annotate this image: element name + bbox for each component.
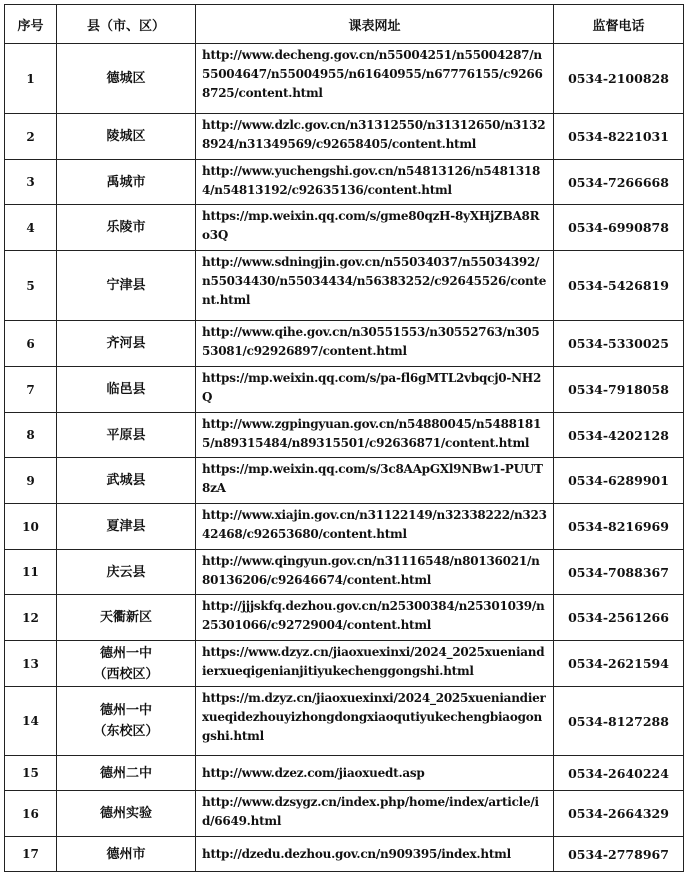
row-url-link[interactable]: http://www.xiajin.gov.cn/n31122149/n32338222/n32342468/c92653680/content.html xyxy=(196,504,554,550)
table-container xyxy=(4,4,684,872)
row-index: 13 xyxy=(5,641,57,687)
table-row xyxy=(5,251,684,321)
row-url-link[interactable]: http://www.decheng.gov.cn/n55004251/n55004287/n55004647/n55004955/n61640955/n67776155/c92668725/content.html xyxy=(196,44,554,114)
row-county: 陵城区 xyxy=(57,114,196,160)
row-phone: 0534-7266668 xyxy=(554,160,684,205)
table-row xyxy=(5,595,684,641)
row-index: 4 xyxy=(5,205,57,251)
row-url-link[interactable]: http://www.zgpingyuan.gov.cn/n54880045/n54881815/n89315484/n89315501/c92636871/content.html xyxy=(196,413,554,458)
row-index: 10 xyxy=(5,504,57,550)
row-phone: 0534-8216969 xyxy=(554,504,684,550)
row-url-link[interactable]: http://www.qihe.gov.cn/n30551553/n30552763/n30553081/c92926897/content.html xyxy=(196,321,554,367)
row-url-link[interactable]: http://www.dzsygz.cn/index.php/home/index/article/id/6649.html xyxy=(196,791,554,837)
row-index: 7 xyxy=(5,367,57,413)
row-index: 5 xyxy=(5,251,57,321)
row-county: 德城区 xyxy=(57,44,196,114)
row-phone: 0534-2664329 xyxy=(554,791,684,837)
row-index: 1 xyxy=(5,44,57,114)
row-index: 9 xyxy=(5,458,57,504)
table-row xyxy=(5,321,684,367)
table-row xyxy=(5,114,684,160)
row-index: 16 xyxy=(5,791,57,837)
row-phone: 0534-2100828 xyxy=(554,44,684,114)
row-county: 禹城市 xyxy=(57,160,196,205)
row-county: 天衢新区 xyxy=(57,595,196,641)
row-index: 2 xyxy=(5,114,57,160)
table-row xyxy=(5,205,684,251)
row-phone: 0534-6289901 xyxy=(554,458,684,504)
row-phone: 0534-8127288 xyxy=(554,687,684,756)
table-row xyxy=(5,687,684,756)
row-index: 8 xyxy=(5,413,57,458)
row-url-link[interactable]: https://www.dzyz.cn/jiaoxuexinxi/2024_2025xueniandierxueqigenianjitiyukechenggongshi.html xyxy=(196,641,554,687)
row-county xyxy=(57,641,196,687)
header-index: 序号 xyxy=(5,5,57,44)
row-phone: 0534-8221031 xyxy=(554,114,684,160)
row-county-line1: 德州一中 xyxy=(99,703,152,718)
row-index: 15 xyxy=(5,756,57,791)
table-row xyxy=(5,367,684,413)
row-county: 武城县 xyxy=(57,458,196,504)
row-index: 6 xyxy=(5,321,57,367)
row-phone: 0534-2621594 xyxy=(554,641,684,687)
row-index: 17 xyxy=(5,837,57,872)
row-phone: 0534-5426819 xyxy=(554,251,684,321)
row-county-line2: （西校区） xyxy=(93,666,159,682)
table-row xyxy=(5,641,684,687)
row-url-link[interactable]: https://mp.weixin.qq.com/s/pa-fl6gMTL2vbqcj0-NH2Q xyxy=(196,367,554,413)
row-county: 夏津县 xyxy=(57,504,196,550)
row-url-link[interactable]: http://jjjskfq.dezhou.gov.cn/n25300384/n25301039/n25301066/c92729004/content.html xyxy=(196,595,554,641)
row-phone: 0534-4202128 xyxy=(554,413,684,458)
row-index: 12 xyxy=(5,595,57,641)
table-row xyxy=(5,791,684,837)
table-row xyxy=(5,44,684,114)
table-row xyxy=(5,458,684,504)
row-url-link[interactable]: http://www.dzlc.gov.cn/n31312550/n31312650/n31328924/n31349569/c92658405/content.html xyxy=(196,114,554,160)
schedule-table xyxy=(4,4,684,872)
header-county: 县（市、区） xyxy=(57,5,196,44)
row-url-link[interactable]: https://m.dzyz.cn/jiaoxuexinxi/2024_2025xueniandierxueqidezhouyizhongdongxiaoqutiyukechengbiaogongshi.html xyxy=(196,687,554,756)
header-row xyxy=(5,5,684,44)
row-phone: 0534-2561266 xyxy=(554,595,684,641)
table-row xyxy=(5,837,684,872)
row-county: 德州市 xyxy=(57,837,196,872)
row-county: 临邑县 xyxy=(57,367,196,413)
row-index: 3 xyxy=(5,160,57,205)
row-url-link[interactable]: http://www.qingyun.gov.cn/n31116548/n80136021/n80136206/c92646674/content.html xyxy=(196,550,554,595)
table-row xyxy=(5,550,684,595)
row-county: 齐河县 xyxy=(57,321,196,367)
row-url-link[interactable]: http://www.sdningjin.gov.cn/n55034037/n55034392/n55034430/n55034434/n56383252/c92645526/content.html xyxy=(196,251,554,321)
row-index: 11 xyxy=(5,550,57,595)
row-county: 德州二中 xyxy=(57,756,196,791)
row-phone: 0534-5330025 xyxy=(554,321,684,367)
row-county xyxy=(57,687,196,756)
row-county-line1: 德州一中 xyxy=(99,645,152,661)
table-row xyxy=(5,756,684,791)
table-row xyxy=(5,504,684,550)
row-county: 乐陵市 xyxy=(57,205,196,251)
row-index: 14 xyxy=(5,687,57,756)
header-url: 课表网址 xyxy=(196,5,554,44)
table-row xyxy=(5,160,684,205)
header-phone: 监督电话 xyxy=(554,5,684,44)
row-phone: 0534-6990878 xyxy=(554,205,684,251)
row-url-link[interactable]: https://mp.weixin.qq.com/s/gme80qzH-8yXHjZBA8Ro3Q xyxy=(196,205,554,251)
row-county: 德州实验 xyxy=(57,791,196,837)
row-url-link[interactable]: http://www.yuchengshi.gov.cn/n54813126/n54813184/n54813192/c92635136/content.html xyxy=(196,160,554,205)
row-phone: 0534-2778967 xyxy=(554,837,684,872)
row-county: 宁津县 xyxy=(57,251,196,321)
table-row xyxy=(5,413,684,458)
row-phone: 0534-7088367 xyxy=(554,550,684,595)
row-url-link[interactable]: http://dzedu.dezhou.gov.cn/n909395/index.html xyxy=(196,837,554,872)
row-url-link[interactable]: https://mp.weixin.qq.com/s/3c8AApGXl9NBw1-PUUT8zA xyxy=(196,458,554,504)
row-url-link[interactable]: http://www.dzez.com/jiaoxuedt.asp xyxy=(196,756,554,791)
row-county: 平原县 xyxy=(57,413,196,458)
row-county-line2: （东校区） xyxy=(93,724,159,739)
row-phone: 0534-2640224 xyxy=(554,756,684,791)
row-phone: 0534-7918058 xyxy=(554,367,684,413)
row-county: 庆云县 xyxy=(57,550,196,595)
